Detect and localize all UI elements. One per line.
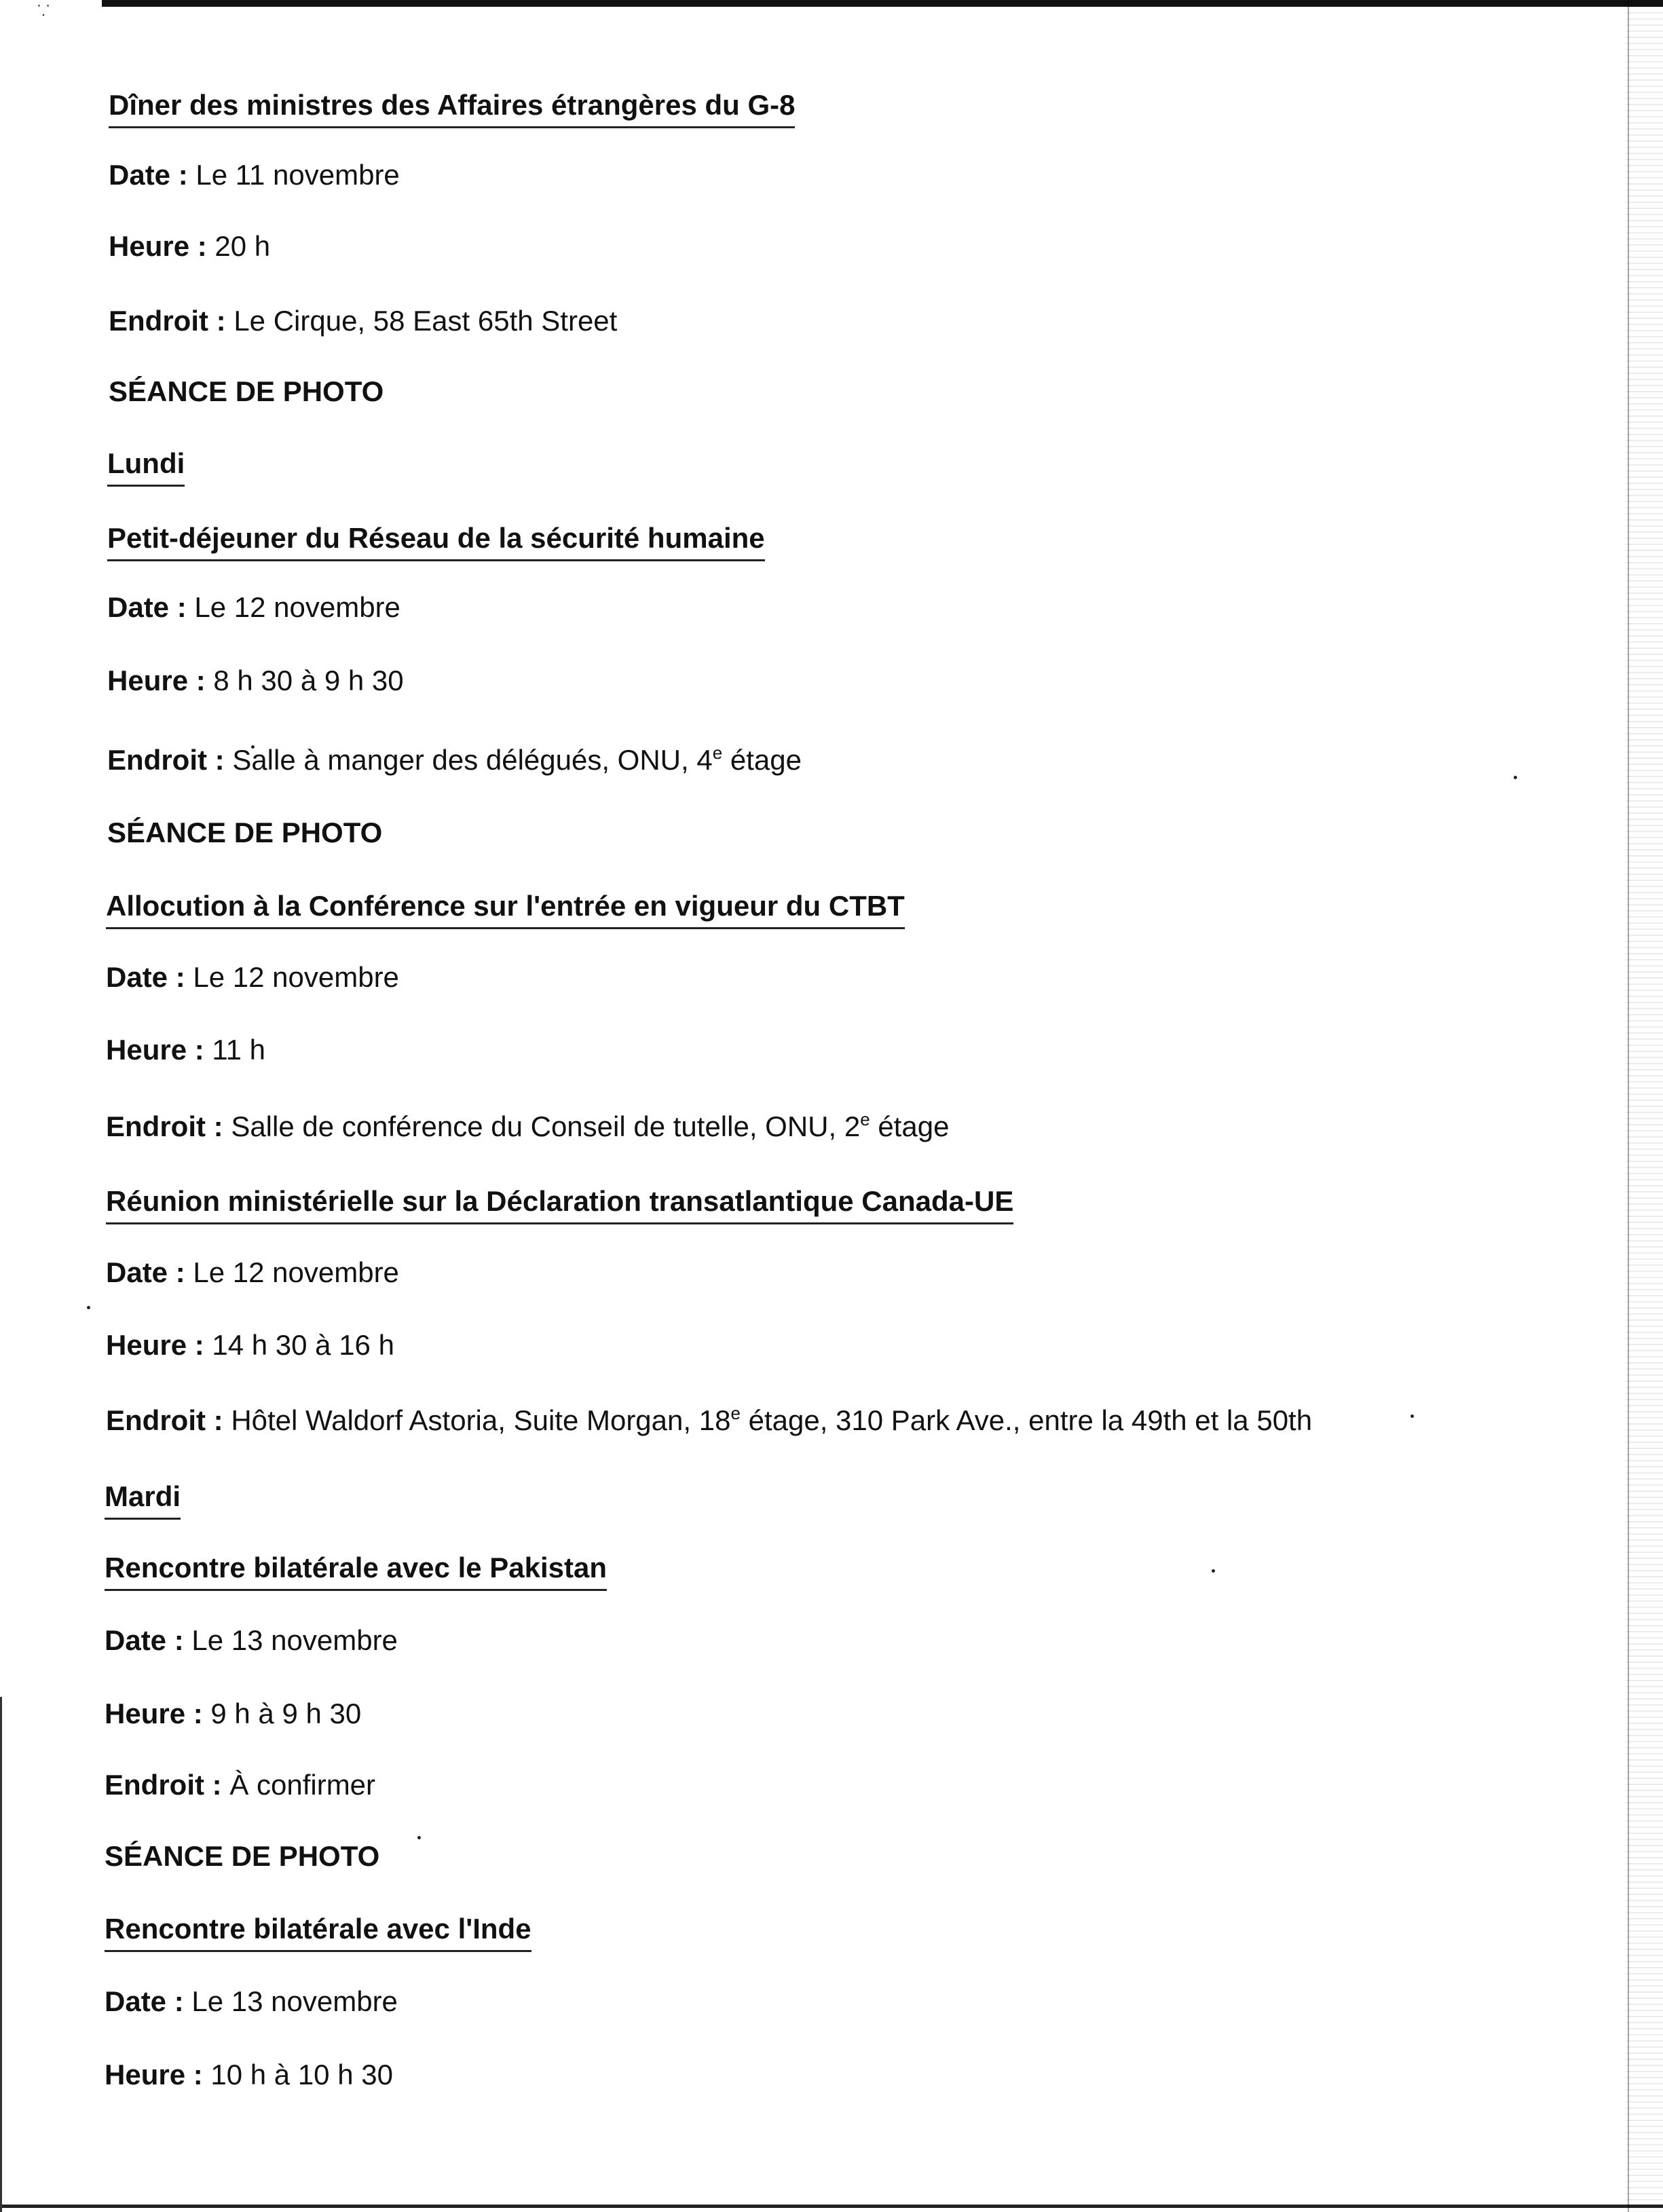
place-value: Salle à manger des délégués, ONU, 4e étage — [232, 743, 802, 776]
event-time-row — [106, 1328, 394, 1362]
date-value: Le 11 novembre — [195, 159, 400, 191]
date-label: Date : — [106, 961, 185, 993]
photo-session-label: SÉANCE DE PHOTO — [107, 817, 383, 848]
time-value: 11 h — [212, 1034, 266, 1066]
time-label: Heure : — [105, 1698, 203, 1729]
scan-speck — [1212, 1569, 1215, 1573]
date-value: Le 13 novembre — [191, 1985, 398, 2017]
event-date-row — [105, 1985, 398, 2019]
time-label: Heure : — [106, 1034, 204, 1066]
time-value: 20 h — [214, 230, 271, 262]
event-date-row — [107, 591, 400, 624]
date-label: Date : — [105, 1624, 184, 1656]
place-label: Endroit : — [106, 1110, 223, 1142]
scan-corner-mark: ⸪ — [37, 2, 50, 19]
event-time-row — [109, 229, 270, 263]
time-label: Heure : — [109, 230, 207, 262]
time-label: Heure : — [106, 1329, 204, 1361]
time-value: 14 h 30 à 16 h — [212, 1329, 394, 1361]
photo-session-label: SÉANCE DE PHOTO — [109, 375, 384, 407]
scan-speck — [1514, 776, 1517, 779]
event-place-row — [105, 1768, 375, 1802]
date-label: Date : — [105, 1985, 184, 2017]
time-label: Heure : — [105, 2059, 203, 2091]
event-date-row — [106, 1256, 399, 1290]
event-time-row — [105, 2058, 393, 2092]
event-heading: Dîner des ministres des Affaires étrangères du G-8 — [109, 88, 795, 128]
photo-session-label: SÉANCE DE PHOTO — [105, 1840, 380, 1872]
date-value: Le 12 novembre — [193, 961, 399, 993]
event-place-row — [106, 1110, 949, 1144]
event-time-row — [106, 1033, 265, 1067]
place-label: Endroit : — [109, 305, 226, 337]
time-value: 10 h à 10 h 30 — [210, 2059, 393, 2091]
scan-top-border — [102, 0, 1663, 7]
day-heading: Mardi — [105, 1480, 181, 1520]
date-label: Date : — [107, 591, 187, 623]
place-value: Le Cirque, 58 East 65th Street — [233, 305, 618, 337]
scan-speck — [87, 1306, 90, 1309]
event-date-row — [105, 1624, 398, 1657]
scan-right-edge — [1626, 0, 1663, 2212]
date-value: Le 13 novembre — [191, 1624, 398, 1656]
event-date-row — [109, 158, 400, 192]
event-time-row — [107, 664, 404, 698]
event-time-row — [105, 1697, 361, 1731]
scan-speck — [417, 1836, 421, 1839]
place-label: Endroit : — [106, 1404, 223, 1436]
event-place-row — [106, 1404, 1312, 1438]
time-label: Heure : — [107, 664, 206, 696]
time-value: 8 h 30 à 9 h 30 — [213, 664, 404, 696]
scan-bottom-border — [0, 2205, 1663, 2208]
place-value: Salle de conférence du Conseil de tutelle, ONU, 2e étage — [231, 1109, 950, 1142]
event-date-row — [106, 960, 399, 994]
scan-left-border — [0, 1697, 2, 2212]
place-value: Hôtel Waldorf Astoria, Suite Morgan, 18e étage, 310 Park Ave., entre la 49th et la 50th — [231, 1403, 1313, 1436]
place-value: À confirmer — [229, 1769, 376, 1801]
date-label: Date : — [109, 159, 188, 191]
time-value: 9 h à 9 h 30 — [210, 1698, 362, 1729]
date-label: Date : — [106, 1256, 185, 1288]
place-label: Endroit : — [107, 744, 225, 776]
event-heading: Allocution à la Conférence sur l'entrée en vigueur du CTBT — [106, 889, 905, 929]
event-heading: Rencontre bilatérale avec l'Inde — [105, 1912, 531, 1952]
scan-right-line — [1628, 0, 1629, 2212]
event-heading: Rencontre bilatérale avec le Pakistan — [105, 1551, 607, 1591]
event-place-row — [109, 304, 617, 338]
scan-speck — [1410, 1414, 1414, 1418]
date-value: Le 12 novembre — [193, 1256, 399, 1288]
event-place-row — [107, 743, 802, 777]
event-heading: Réunion ministérielle sur la Déclaration transatlantique Canada-UE — [106, 1184, 1013, 1224]
date-value: Le 12 novembre — [194, 591, 400, 623]
place-label: Endroit : — [105, 1769, 222, 1801]
event-heading: Petit-déjeuner du Réseau de la sécurité humaine — [107, 521, 765, 561]
day-heading: Lundi — [107, 447, 185, 487]
